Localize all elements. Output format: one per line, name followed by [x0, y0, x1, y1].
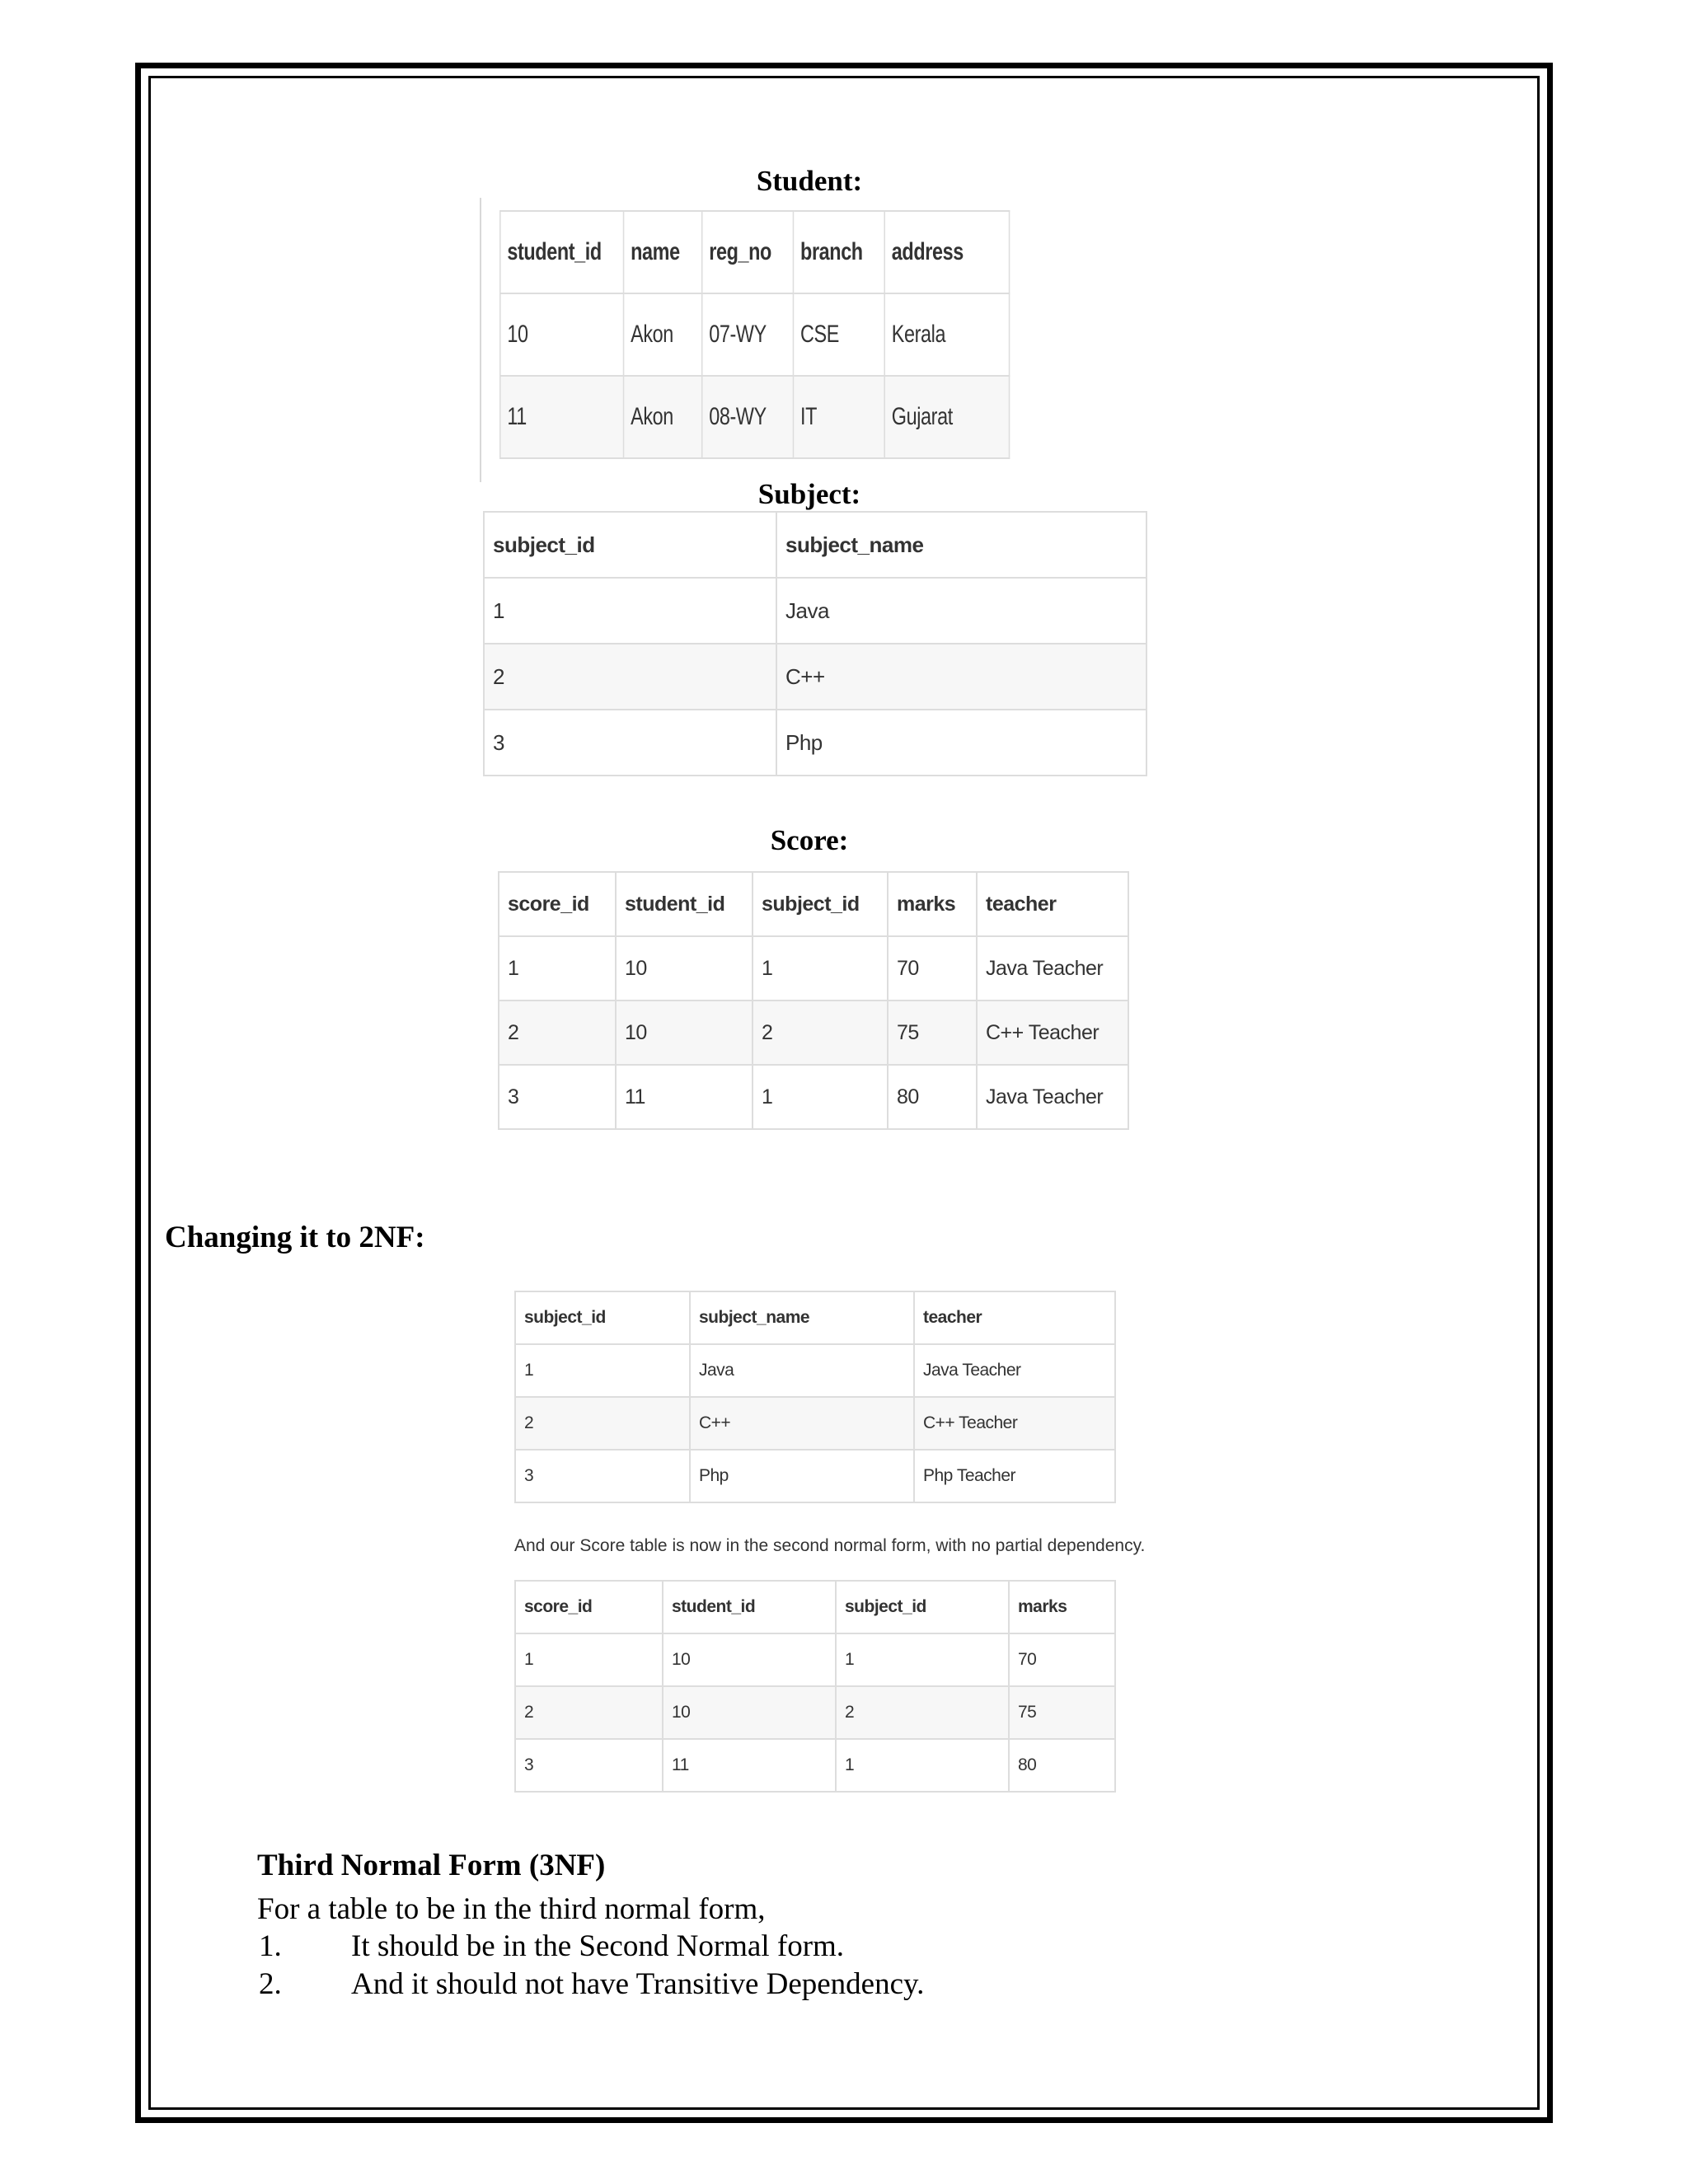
table-row	[500, 293, 1010, 376]
table-cell: 3	[499, 1065, 616, 1129]
table-cell: 1	[484, 578, 776, 644]
table-cell: 2	[515, 1397, 690, 1450]
column-header: reg_no	[702, 211, 794, 293]
table-cell: Kerala	[884, 293, 1009, 376]
table-cell: Php	[690, 1450, 914, 1502]
table-cell: Java Teacher	[977, 1065, 1128, 1129]
section-heading-2nf: Changing it to 2NF:	[165, 1221, 425, 1254]
column-header: subject_id	[753, 872, 888, 936]
table-cell: 10	[663, 1633, 836, 1686]
table-row	[500, 376, 1010, 458]
table-row	[515, 1397, 1115, 1450]
table-cell: 80	[888, 1065, 977, 1129]
table-cell: 3	[515, 1450, 690, 1502]
column-header: score_id	[499, 872, 616, 936]
table-cell: 1	[515, 1633, 663, 1686]
table-cell: 1	[753, 936, 888, 1001]
table-header-row	[515, 1291, 1115, 1344]
table-cell: Gujarat	[884, 376, 1009, 458]
column-header: address	[884, 211, 1009, 293]
table-cell: C++	[690, 1397, 914, 1450]
table-cell: C++ Teacher	[977, 1001, 1128, 1065]
table-cell: 08-WY	[702, 376, 794, 458]
table-cell: 10	[663, 1686, 836, 1739]
table-cell: CSE	[793, 293, 884, 376]
table-row	[484, 644, 1146, 710]
scan-edge-line	[480, 198, 481, 482]
column-header: subject_id	[484, 512, 776, 578]
third-nf-intro: For a table to be in the third normal form,	[257, 1892, 766, 1926]
table-cell: 3	[484, 710, 776, 776]
table-row	[515, 1344, 1115, 1397]
column-header: student_id	[663, 1581, 836, 1633]
column-header: marks	[888, 872, 977, 936]
column-header: student_id	[616, 872, 753, 936]
subject-table-caption: Subject:	[757, 478, 861, 510]
table-cell: 1	[753, 1065, 888, 1129]
subject-table	[483, 511, 1147, 776]
column-header: student_id	[500, 211, 624, 293]
column-header: teacher	[914, 1291, 1115, 1344]
table-header-row	[499, 872, 1128, 936]
table-cell: 11	[500, 376, 624, 458]
subject-teacher-table	[514, 1291, 1116, 1503]
table-cell: 70	[1009, 1633, 1115, 1686]
table-cell: 1	[836, 1633, 1009, 1686]
list-item-number: 2.	[259, 1967, 282, 2001]
table-cell: C++	[776, 644, 1146, 710]
table-row	[515, 1633, 1115, 1686]
table-cell: 2	[484, 644, 776, 710]
table-cell: 80	[1009, 1739, 1115, 1792]
table-row	[515, 1739, 1115, 1792]
student-table	[499, 210, 1010, 459]
table-cell: 11	[663, 1739, 836, 1792]
table-cell: 1	[499, 936, 616, 1001]
table-cell: 3	[515, 1739, 663, 1792]
table-cell: 11	[616, 1065, 753, 1129]
table-header-row	[500, 211, 1010, 293]
column-header: subject_name	[690, 1291, 914, 1344]
table-cell: Java Teacher	[914, 1344, 1115, 1397]
list-item-number: 1.	[259, 1929, 282, 1963]
table-cell: 2	[836, 1686, 1009, 1739]
table-cell: 1	[836, 1739, 1009, 1792]
table-row	[499, 1065, 1128, 1129]
table-row	[499, 1001, 1128, 1065]
table-row	[499, 936, 1128, 1001]
score-table	[498, 871, 1129, 1130]
score-2nf-table	[514, 1580, 1116, 1793]
column-header: score_id	[515, 1581, 663, 1633]
table-cell: Java	[776, 578, 1146, 644]
column-header: branch	[793, 211, 884, 293]
table-cell: 07-WY	[702, 293, 794, 376]
table-cell: 1	[515, 1344, 690, 1397]
table-cell: 2	[499, 1001, 616, 1065]
table-cell: Java Teacher	[977, 936, 1128, 1001]
table-cell: Akon	[624, 293, 702, 376]
table-row	[484, 578, 1146, 644]
table-row	[515, 1686, 1115, 1739]
second-normal-form-note: And our Score table is now in the second normal form, with no partial dependency.	[514, 1536, 1146, 1555]
table-header-row	[515, 1581, 1115, 1633]
table-header-row	[484, 512, 1146, 578]
student-table-caption: Student:	[756, 165, 863, 197]
table-cell: 75	[1009, 1686, 1115, 1739]
column-header: name	[624, 211, 702, 293]
table-row	[515, 1450, 1115, 1502]
list-item-text: It should be in the Second Normal form.	[351, 1929, 845, 1963]
column-header: subject_id	[515, 1291, 690, 1344]
section-heading-3nf: Third Normal Form (3NF)	[257, 1849, 606, 1882]
table-cell: Java	[690, 1344, 914, 1397]
table-row	[484, 710, 1146, 776]
score-table-caption: Score:	[770, 824, 849, 856]
column-header: subject_name	[776, 512, 1146, 578]
table-cell: 70	[888, 936, 977, 1001]
table-cell: 2	[515, 1686, 663, 1739]
table-cell: C++ Teacher	[914, 1397, 1115, 1450]
table-cell: Php	[776, 710, 1146, 776]
column-header: teacher	[977, 872, 1128, 936]
table-cell: 10	[500, 293, 624, 376]
table-cell: 10	[616, 936, 753, 1001]
list-item-text: And it should not have Transitive Dependency.	[351, 1967, 925, 2001]
table-cell: 75	[888, 1001, 977, 1065]
table-cell: Php Teacher	[914, 1450, 1115, 1502]
table-cell: 10	[616, 1001, 753, 1065]
column-header: marks	[1009, 1581, 1115, 1633]
table-cell: 2	[753, 1001, 888, 1065]
table-cell: Akon	[624, 376, 702, 458]
column-header: subject_id	[836, 1581, 1009, 1633]
table-cell: IT	[793, 376, 884, 458]
